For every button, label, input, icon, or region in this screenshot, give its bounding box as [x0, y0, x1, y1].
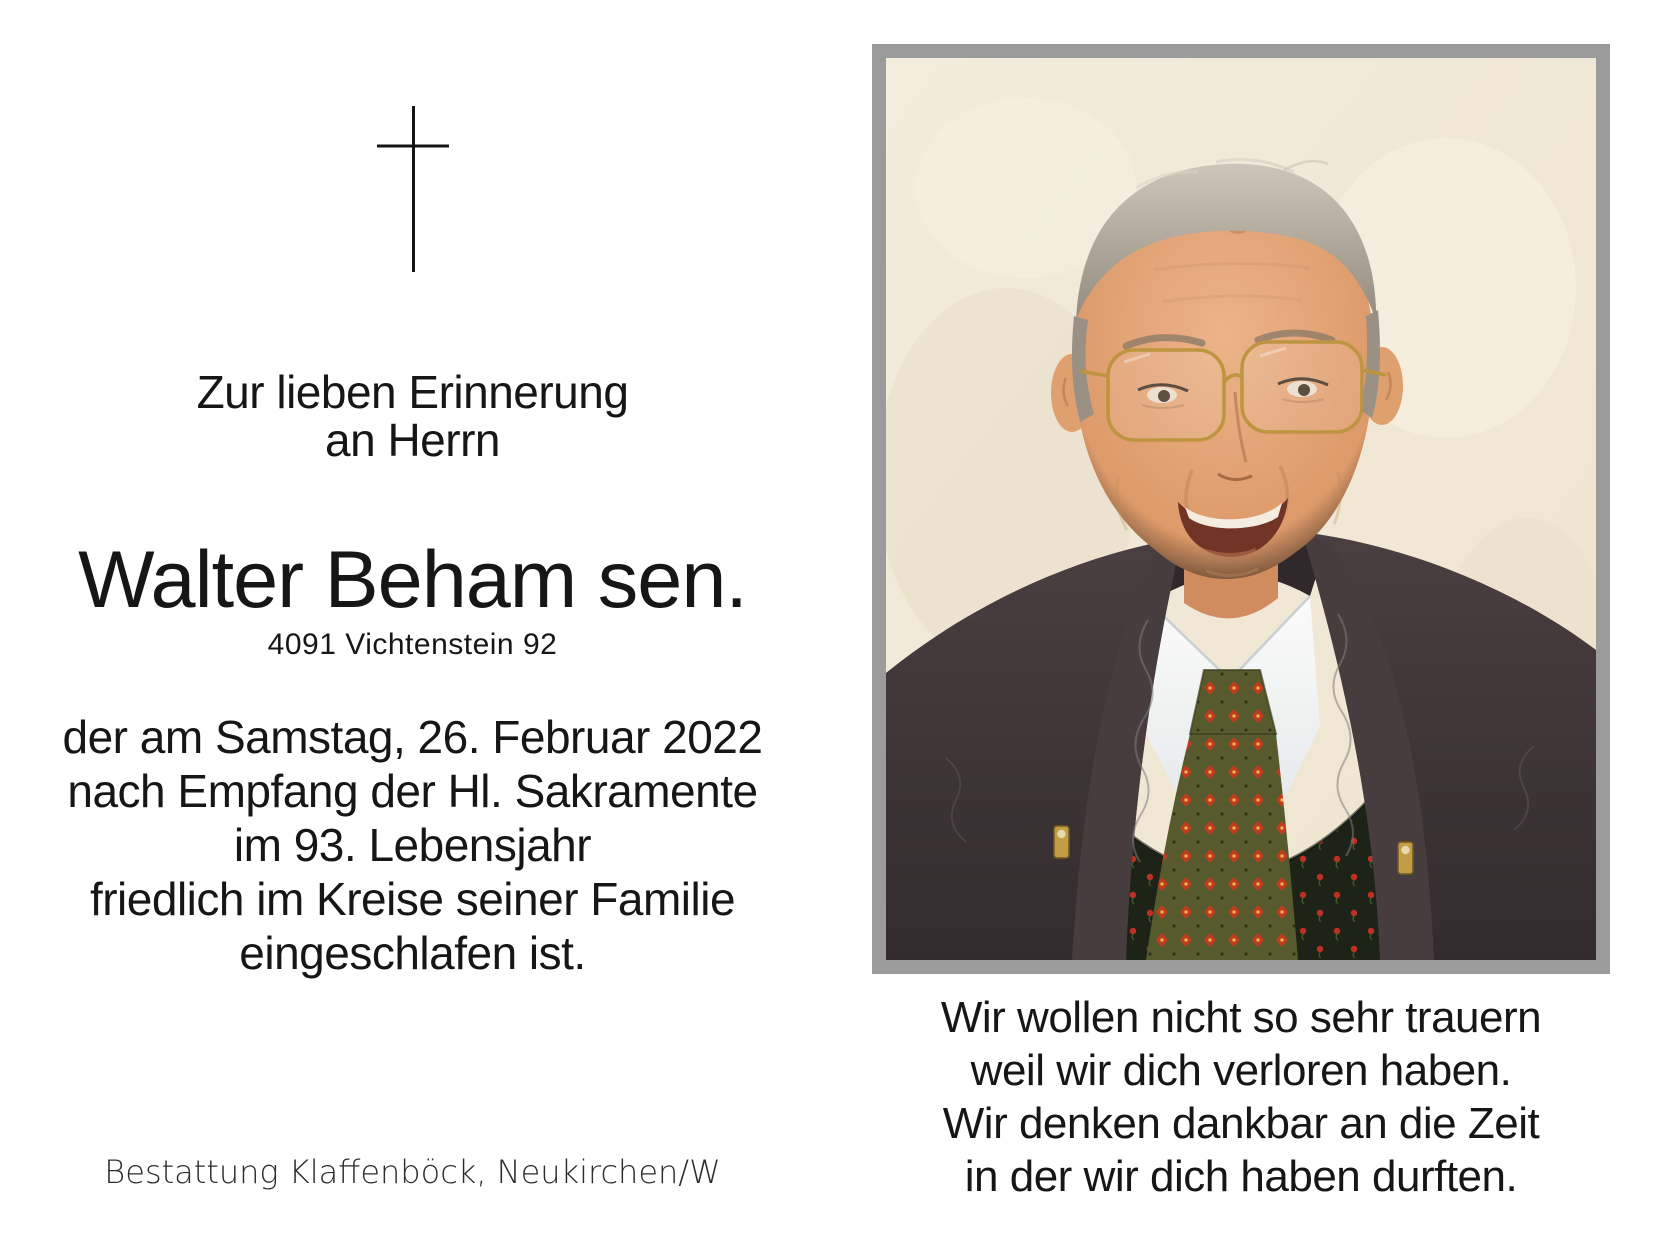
- memorial-intro: [40, 368, 785, 464]
- poem-line: weil wir dich verloren haben.: [970, 1046, 1512, 1095]
- deceased-name: Walter Beham sen.: [78, 535, 747, 625]
- intro-line-2: an Herrn: [325, 414, 500, 466]
- funeral-home-credit: Bestattung Klaffenböck, Neukirchen/W: [104, 1153, 721, 1191]
- obituary-line: im 93. Lebensjahr: [233, 819, 592, 871]
- memorial-poem: [886, 991, 1596, 1203]
- poem-line: in der wir dich haben durften.: [964, 1152, 1518, 1201]
- obituary-line: eingeschlafen ist.: [239, 927, 586, 979]
- poem-line: Wir wollen nicht so sehr trauern: [940, 993, 1542, 1042]
- poem-line: Wir denken dankbar an die Zeit: [942, 1099, 1540, 1148]
- obituary-text: [40, 710, 785, 980]
- obituary-line: friedlich im Kreise seiner Familie: [89, 873, 736, 925]
- intro-line-1: Zur lieben Erinnerung: [196, 366, 629, 418]
- portrait-photo: [872, 44, 1610, 974]
- deceased-address: 4091 Vichtenstein 92: [267, 628, 558, 661]
- cross-icon: [340, 100, 486, 280]
- obituary-line: nach Empfang der Hl. Sakramente: [67, 765, 758, 817]
- obituary-line: der am Samstag, 26. Februar 2022: [62, 711, 763, 763]
